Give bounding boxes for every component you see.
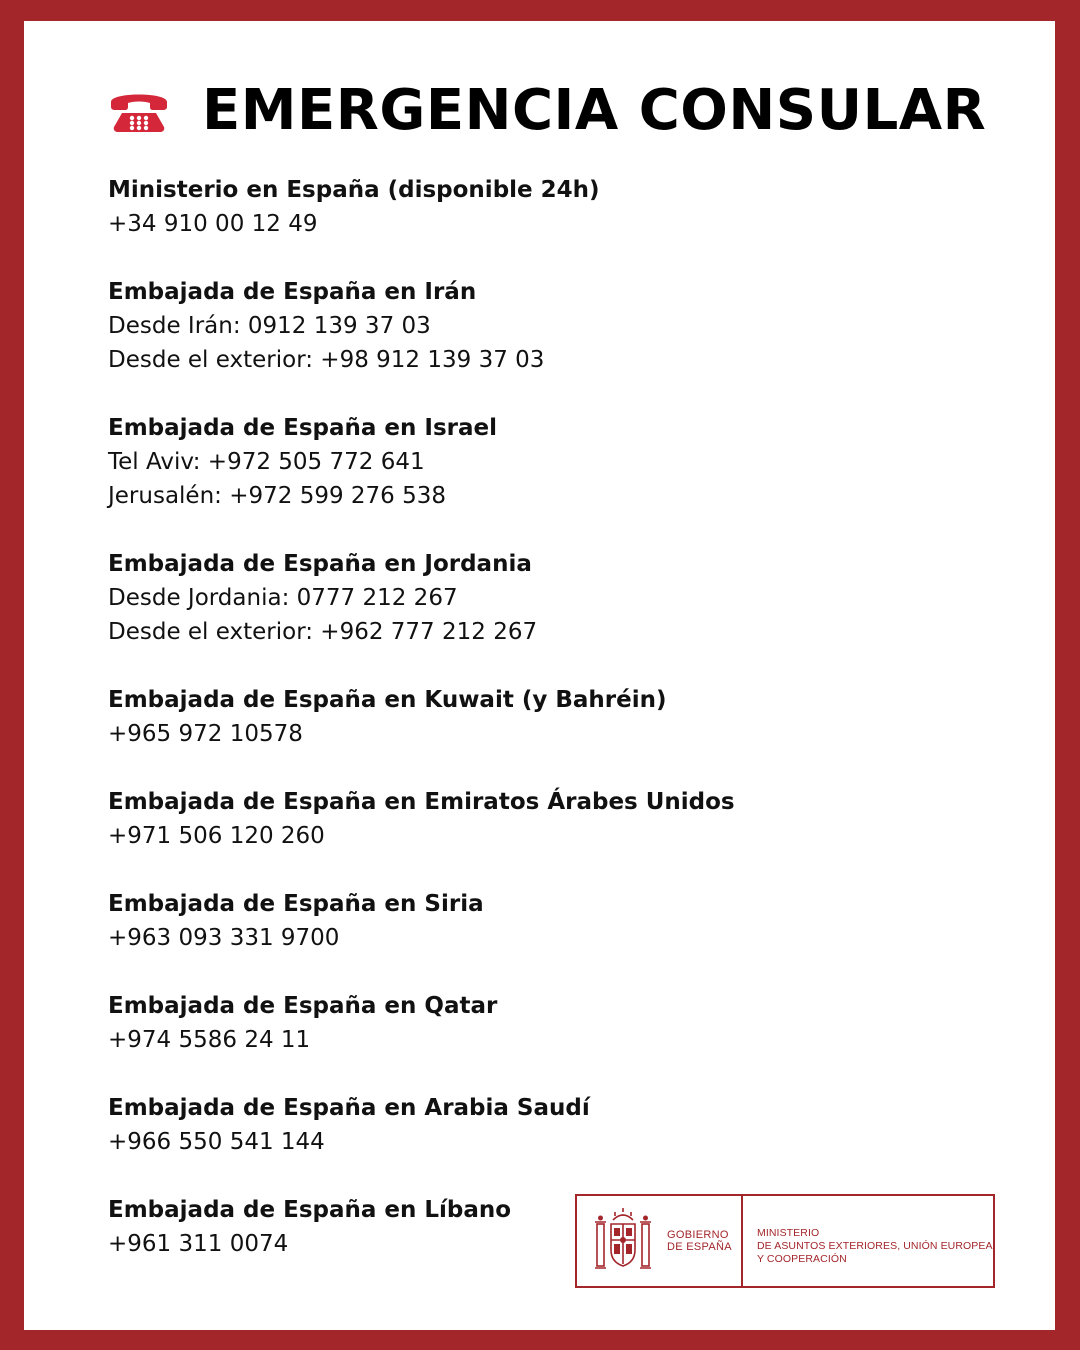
contact-phone: +966 550 541 144 xyxy=(108,1129,325,1155)
contact-phone: Desde Irán: 0912 139 37 03 xyxy=(108,313,431,339)
contact-entry-jordania xyxy=(108,547,808,649)
contact-phone: +34 910 00 12 49 xyxy=(108,211,318,237)
contact-phone: +974 5586 24 11 xyxy=(108,1027,311,1053)
contact-name: Embajada de España en Líbano xyxy=(108,1197,512,1223)
contact-name: Embajada de España en Israel xyxy=(108,415,497,441)
contact-phone: Desde el exterior: +962 777 212 267 xyxy=(108,619,538,645)
page-title: EMERGENCIA CONSULAR xyxy=(202,78,987,143)
coat-of-arms-icon xyxy=(591,1206,655,1276)
ministry-label xyxy=(757,1227,993,1266)
contact-entry-qatar xyxy=(108,989,808,1057)
gov-line: GOBIERNO xyxy=(667,1229,729,1241)
contact-phone: Jerusalén: +972 599 276 538 xyxy=(108,483,447,509)
contact-phone: +971 506 120 260 xyxy=(108,823,325,849)
gobierno-label xyxy=(667,1229,732,1253)
contact-name: Embajada de España en Kuwait (y Bahréin) xyxy=(108,687,667,713)
contact-entry-siria xyxy=(108,887,808,955)
header xyxy=(108,78,987,143)
contact-name: Embajada de España en Qatar xyxy=(108,993,498,1019)
ministry-line: Y COOPERACIÓN xyxy=(757,1253,847,1265)
contact-name: Embajada de España en Irán xyxy=(108,279,477,305)
poster-frame xyxy=(24,21,1055,1330)
ministry-logo xyxy=(575,1194,995,1288)
contact-name: Embajada de España en Emiratos Árabes Unidos xyxy=(108,789,735,815)
ministry-line: MINISTERIO xyxy=(757,1227,820,1239)
contact-phone: Desde Jordania: 0777 212 267 xyxy=(108,585,458,611)
telephone-icon xyxy=(108,88,170,134)
contact-list xyxy=(108,173,808,1295)
ministry-line: DE ASUNTOS EXTERIORES, UNIÓN EUROPEA xyxy=(757,1240,993,1252)
contact-phone: +965 972 10578 xyxy=(108,721,303,747)
contact-phone: +963 093 331 9700 xyxy=(108,925,340,951)
logo-divider xyxy=(741,1196,743,1286)
contact-name: Embajada de España en Siria xyxy=(108,891,484,917)
contact-entry-emiratos xyxy=(108,785,808,853)
contact-name: Ministerio en España (disponible 24h) xyxy=(108,177,600,203)
contact-entry-arabia-saudi xyxy=(108,1091,808,1159)
contact-entry-israel xyxy=(108,411,808,513)
contact-name: Embajada de España en Arabia Saudí xyxy=(108,1095,590,1121)
contact-phone: Desde el exterior: +98 912 139 37 03 xyxy=(108,347,545,373)
contact-entry-ministerio xyxy=(108,173,808,241)
contact-entry-kuwait xyxy=(108,683,808,751)
contact-name: Embajada de España en Jordania xyxy=(108,551,532,577)
gov-line: DE ESPAÑA xyxy=(667,1241,732,1253)
contact-entry-iran xyxy=(108,275,808,377)
contact-phone: +961 311 0074 xyxy=(108,1231,289,1257)
contact-phone: Tel Aviv: +972 505 772 641 xyxy=(108,449,425,475)
